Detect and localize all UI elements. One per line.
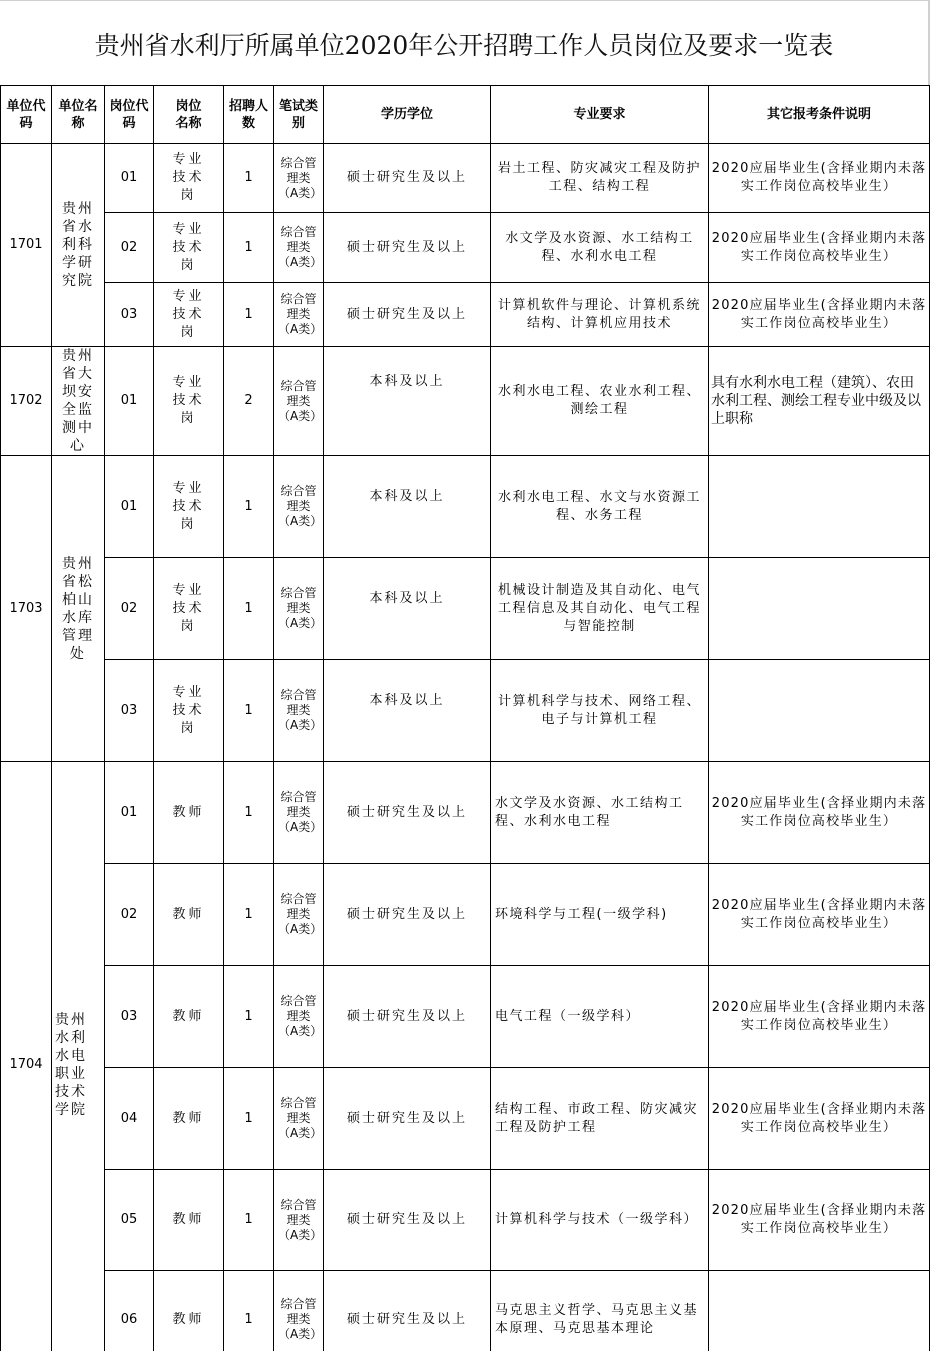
exam-type: 综合管理类（A类） [274,283,324,347]
post-name: 专业技术岗 [154,213,224,283]
post-name: 教师 [154,1068,224,1170]
table-row [1,864,930,966]
post-code: 06 [105,1271,154,1351]
exam-type: 综合管理类（A类） [274,660,324,762]
title-box [0,0,930,86]
header-unit-name: 单位名称 [52,86,105,144]
table-row [1,1271,930,1351]
notes: 2020应届毕业生(含择业期内未落实工作岗位高校毕业生） [709,213,930,283]
post-code: 02 [105,864,154,966]
exam-type: 综合管理类（A类） [274,456,324,558]
notes [709,660,930,762]
unit-code: 1703 [1,456,52,762]
notes: 2020应届毕业生(含择业期内未落实工作岗位高校毕业生） [709,1170,930,1271]
post-name: 专业技术岗 [154,558,224,660]
post-name: 专业技术岗 [154,660,224,762]
table-row [1,966,930,1068]
major: 水利水电工程、水文与水资源工程、水务工程 [491,456,709,558]
post-code: 01 [105,456,154,558]
degree: 本科及以上 [324,456,491,558]
post-count: 1 [224,762,274,864]
degree: 硕士研究生及以上 [324,144,491,213]
post-code: 03 [105,283,154,347]
post-count: 1 [224,966,274,1068]
exam-type: 综合管理类（A类） [274,762,324,864]
post-count: 1 [224,144,274,213]
exam-type: 综合管理类（A类） [274,966,324,1068]
notes [709,1271,930,1351]
unit-code: 1701 [1,144,52,347]
post-code: 03 [105,966,154,1068]
major: 结构工程、市政工程、防灾减灾工程及防护工程 [491,1068,709,1170]
notes: 2020应届毕业生(含择业期内未落实工作岗位高校毕业生） [709,966,930,1068]
unit-name: 贵州省水利科学研究院 [52,144,105,347]
post-code: 05 [105,1170,154,1271]
post-count: 1 [224,213,274,283]
post-count: 1 [224,660,274,762]
degree: 本科及以上 [324,347,491,456]
notes: 2020应届毕业生(含择业期内未落实工作岗位高校毕业生） [709,762,930,864]
post-name: 教师 [154,1271,224,1351]
unit-code: 1704 [1,762,52,1351]
exam-type: 综合管理类（A类） [274,213,324,283]
post-count: 1 [224,1271,274,1351]
post-count: 1 [224,1170,274,1271]
table-row [1,1068,930,1170]
header-degree: 学历学位 [324,86,491,144]
exam-type: 综合管理类（A类） [274,1271,324,1351]
notes: 2020应届毕业生(含择业期内未落实工作岗位高校毕业生） [709,864,930,966]
header-exam-type: 笔试类别 [274,86,324,144]
major: 岩土工程、防灾减灾工程及防护工程、结构工程 [491,144,709,213]
header-post-name: 岗位名称 [154,86,224,144]
post-count: 1 [224,558,274,660]
exam-type: 综合管理类（A类） [274,144,324,213]
recruitment-table [0,85,930,1351]
post-name: 专业技术岗 [154,144,224,213]
degree: 硕士研究生及以上 [324,1068,491,1170]
post-name: 教师 [154,864,224,966]
notes: 具有水利水电工程（建筑）、农田水利工程、测绘工程专业中级及以上职称 [709,347,930,456]
header-notes: 其它报考条件说明 [709,86,930,144]
page-title: 贵州省水利厅所属单位2020年公开招聘工作人员岗位及要求一览表 [94,30,834,60]
post-count: 1 [224,456,274,558]
post-code: 01 [105,144,154,213]
post-name: 专业技术岗 [154,283,224,347]
post-code: 03 [105,660,154,762]
notes [709,456,930,558]
post-code: 01 [105,347,154,456]
post-count: 2 [224,347,274,456]
table-row [1,660,930,762]
major: 水文学及水资源、水工结构工程、水利水电工程 [491,213,709,283]
post-count: 1 [224,864,274,966]
post-code: 01 [105,762,154,864]
degree: 硕士研究生及以上 [324,1170,491,1271]
post-code: 02 [105,213,154,283]
major: 电气工程（一级学科） [491,966,709,1068]
unit-name: 贵州省大坝安全监测中心 [52,347,105,456]
header-row [1,86,930,144]
post-name: 教师 [154,762,224,864]
exam-type: 综合管理类（A类） [274,864,324,966]
unit-code: 1702 [1,347,52,456]
major: 环境科学与工程(一级学科) [491,864,709,966]
post-count: 1 [224,283,274,347]
post-name: 专业技术岗 [154,456,224,558]
post-code: 04 [105,1068,154,1170]
header-unit-code: 单位代码 [1,86,52,144]
unit-name: 贵州水利水电职业技术学院 [52,762,105,1351]
post-code: 02 [105,558,154,660]
table-row [1,144,930,213]
exam-type: 综合管理类（A类） [274,1170,324,1271]
degree: 硕士研究生及以上 [324,213,491,283]
major: 水利水电工程、农业水利工程、测绘工程 [491,347,709,456]
header-post-code: 岗位代码 [105,86,154,144]
major: 水文学及水资源、水工结构工程、水利水电工程 [491,762,709,864]
major: 计算机科学与技术、网络工程、电子与计算机工程 [491,660,709,762]
degree: 硕士研究生及以上 [324,762,491,864]
exam-type: 综合管理类（A类） [274,1068,324,1170]
post-name: 教师 [154,966,224,1068]
degree: 硕士研究生及以上 [324,864,491,966]
degree: 本科及以上 [324,558,491,660]
unit-name: 贵州省松柏山水库管理处 [52,456,105,762]
major: 马克思主义哲学、马克思主义基本原理、马克思基本理论 [491,1271,709,1351]
degree: 硕士研究生及以上 [324,283,491,347]
table-row [1,347,930,456]
major: 计算机科学与技术（一级学科） [491,1170,709,1271]
header-count: 招聘人数 [224,86,274,144]
degree: 本科及以上 [324,660,491,762]
exam-type: 综合管理类（A类） [274,347,324,456]
exam-type: 综合管理类（A类） [274,558,324,660]
degree: 硕士研究生及以上 [324,1271,491,1351]
table-row [1,283,930,347]
notes: 2020应届毕业生(含择业期内未落实工作岗位高校毕业生） [709,1068,930,1170]
table-row [1,1170,930,1271]
table-row [1,213,930,283]
post-name: 专业技术岗 [154,347,224,456]
header-major: 专业要求 [491,86,709,144]
notes [709,558,930,660]
post-count: 1 [224,1068,274,1170]
major: 计算机软件与理论、计算机系统结构、计算机应用技术 [491,283,709,347]
notes: 2020应届毕业生(含择业期内未落实工作岗位高校毕业生） [709,144,930,213]
table-row [1,762,930,864]
major: 机械设计制造及其自动化、电气工程信息及其自动化、电气工程与智能控制 [491,558,709,660]
table-row [1,558,930,660]
table-row [1,456,930,558]
post-name: 教师 [154,1170,224,1271]
notes: 2020应届毕业生(含择业期内未落实工作岗位高校毕业生） [709,283,930,347]
degree: 硕士研究生及以上 [324,966,491,1068]
